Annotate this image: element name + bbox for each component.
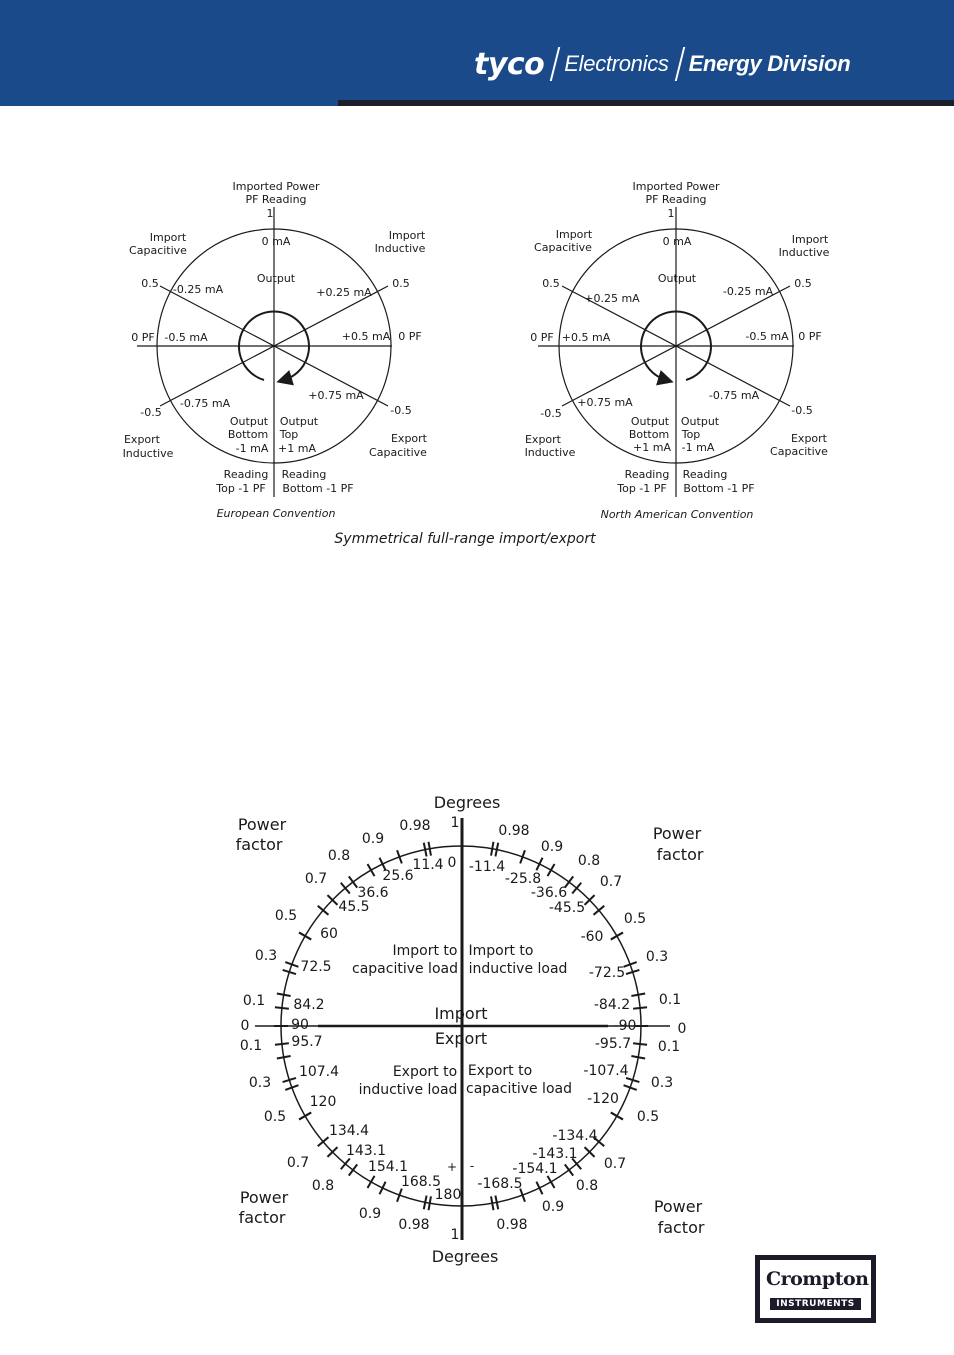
na-import-cap2: Capacitive bbox=[534, 241, 592, 254]
logo-wordmark: Crompton bbox=[766, 1268, 869, 1290]
imp-ind-2: inductive load bbox=[468, 961, 568, 977]
eu-ma-p025: +0.25 mA bbox=[316, 286, 372, 299]
pf-lr-1: Power bbox=[653, 1197, 703, 1216]
pf-label: 0.98 bbox=[498, 823, 530, 839]
na-out-bottom2: Bottom bbox=[628, 428, 670, 441]
deg-label: -143.1 bbox=[532, 1146, 578, 1162]
pf-label: 0.1 bbox=[657, 1039, 681, 1055]
pf-lr-2: factor bbox=[657, 1218, 705, 1237]
exp-ind-1: Export to bbox=[392, 1064, 458, 1080]
eu-ma-p075: +0.75 mA bbox=[308, 389, 364, 402]
eu-title: Imported Power bbox=[232, 180, 320, 193]
pf-label: 0.98 bbox=[398, 1217, 430, 1233]
na-import-ind2: Inductive bbox=[778, 246, 830, 259]
na-output: Output bbox=[657, 272, 697, 285]
deg-label: 168.5 bbox=[400, 1174, 442, 1190]
pf-label: 0.9 bbox=[361, 831, 385, 847]
pf-label: 0.8 bbox=[327, 848, 351, 864]
exp-ind-2: inductive load bbox=[358, 1082, 458, 1098]
deg-label: -45.5 bbox=[548, 900, 586, 916]
deg-label: 107.4 bbox=[298, 1064, 340, 1080]
na-ma-m05: -0.5 mA bbox=[745, 330, 789, 343]
eu-reading-top1: Reading bbox=[223, 468, 269, 481]
degrees-top: Degrees bbox=[433, 793, 501, 812]
na-title: Imported Power bbox=[632, 180, 720, 193]
na-reading-bottom1: Reading bbox=[682, 468, 728, 481]
brand-energy-division: Energy Division bbox=[688, 51, 851, 76]
pf-label: 0.5 bbox=[623, 911, 647, 927]
brand-electronics: Electronics bbox=[564, 51, 669, 76]
pf-label: 0.9 bbox=[358, 1206, 382, 1222]
minus-sign: - bbox=[469, 1159, 475, 1173]
deg-label: -95.7 bbox=[594, 1036, 632, 1052]
logo-band: INSTRUMENTS bbox=[770, 1298, 861, 1310]
pf-label: 0.9 bbox=[541, 1199, 565, 1215]
eu-reading-bottom1: Reading bbox=[281, 468, 327, 481]
na-ma-p05: +0.5 mA bbox=[561, 331, 611, 344]
pf-label: 0.98 bbox=[496, 1217, 528, 1233]
deg-mid-right: -90 bbox=[613, 1018, 637, 1034]
eu-out-bottom3: -1 mA bbox=[235, 442, 269, 455]
pf-ur-2: factor bbox=[656, 845, 704, 864]
na-pfm05-lr: -0.5 bbox=[791, 404, 813, 417]
brand-tyco: tyco bbox=[474, 46, 545, 82]
na-ma-m025: -0.25 mA bbox=[722, 285, 774, 298]
eu-export-cap2: Capacitive bbox=[369, 446, 427, 459]
na-ma-m075: -0.75 mA bbox=[708, 389, 760, 402]
na-pf05-ul: 0.5 bbox=[542, 277, 560, 290]
eu-export-ind2: Inductive bbox=[122, 447, 174, 460]
deg-label: -11.4 bbox=[468, 859, 506, 875]
eu-pfm05-lr: -0.5 bbox=[390, 404, 412, 417]
eu-reading-top2: Top -1 PF bbox=[216, 482, 266, 495]
na-reading-top2: Top -1 PF bbox=[617, 482, 667, 495]
na-pf05-ur: 0.5 bbox=[794, 277, 812, 290]
pf-label: 0.1 bbox=[658, 992, 682, 1008]
pf-ur-1: Power bbox=[652, 824, 702, 843]
na-reading-bottom2: Bottom -1 PF bbox=[683, 482, 755, 495]
na-out-bottom1: Output bbox=[630, 415, 670, 428]
power-factor-dial bbox=[0, 770, 954, 1330]
import-label: Import bbox=[434, 1004, 488, 1023]
eu-zero-ma: 0 mA bbox=[261, 235, 291, 248]
export-label: Export bbox=[434, 1029, 488, 1048]
european-diagram bbox=[123, 180, 428, 520]
deg-label: 0 bbox=[447, 855, 457, 871]
na-0pf-right: 0 PF bbox=[798, 330, 822, 343]
deg-label: 25.6 bbox=[382, 868, 414, 884]
pf-label: 0.8 bbox=[575, 1178, 599, 1194]
deg-label: -84.2 bbox=[593, 997, 631, 1013]
deg-label: 45.5 bbox=[338, 899, 370, 915]
na-out-top3: -1 mA bbox=[681, 441, 715, 454]
eu-out-top2: Top bbox=[279, 428, 299, 441]
eu-ma-m025: -0.25 mA bbox=[172, 283, 224, 296]
na-out-bottom3: +1 mA bbox=[633, 441, 671, 454]
pf-label: 0.9 bbox=[540, 839, 564, 855]
northam-diagram bbox=[525, 180, 830, 521]
eu-export-cap1: Export bbox=[390, 432, 428, 445]
pf-label: 0.8 bbox=[577, 853, 601, 869]
na-title2: PF Reading bbox=[645, 193, 707, 206]
pf-label: 0.3 bbox=[248, 1075, 272, 1091]
na-one: 1 bbox=[667, 207, 675, 220]
imp-cap-2: capacitive load bbox=[352, 961, 458, 977]
pf-label: 0.1 bbox=[239, 1038, 263, 1054]
pf-ul-1: Power bbox=[237, 815, 287, 834]
eu-pf05-ur: 0.5 bbox=[392, 277, 410, 290]
pf-label: 0.98 bbox=[399, 818, 431, 834]
eu-import-cap2: Capacitive bbox=[129, 244, 187, 257]
pf-ll-2: factor bbox=[238, 1208, 286, 1227]
pf-label: 0.8 bbox=[311, 1178, 335, 1194]
na-reading-top1: Reading bbox=[624, 468, 670, 481]
na-import-ind1: Import bbox=[791, 233, 829, 246]
deg-label: -36.6 bbox=[530, 885, 568, 901]
deg-label: -107.4 bbox=[583, 1063, 629, 1079]
eu-export-ind1: Export bbox=[123, 433, 161, 446]
pf-label: 0.3 bbox=[254, 948, 278, 964]
eu-out-top3: +1 mA bbox=[278, 442, 316, 455]
deg-label: -120 bbox=[587, 1091, 619, 1107]
na-zero-ma: 0 mA bbox=[662, 235, 692, 248]
eu-caption: European Convention bbox=[216, 507, 336, 520]
imp-cap-1: Import to bbox=[392, 943, 458, 959]
eu-pfm05-ll: -0.5 bbox=[140, 406, 162, 419]
eu-pf05-ul: 0.5 bbox=[141, 277, 159, 290]
plus-sign: + bbox=[446, 1160, 458, 1174]
deg-label: 143.1 bbox=[345, 1143, 387, 1159]
na-out-top1: Output bbox=[680, 415, 720, 428]
degrees-bottom: Degrees bbox=[431, 1247, 499, 1266]
eu-out-bottom2: Bottom bbox=[227, 428, 269, 441]
imp-ind-1: Import to bbox=[468, 943, 534, 959]
na-caption: North American Convention bbox=[600, 508, 754, 521]
pf-label: 0.3 bbox=[650, 1075, 674, 1091]
deg-label: -25.8 bbox=[504, 871, 542, 887]
deg-label: -168.5 bbox=[477, 1176, 523, 1192]
deg-label: -60 bbox=[580, 929, 604, 945]
deg-label: -154.1 bbox=[512, 1161, 558, 1177]
eu-out-top1: Output bbox=[279, 415, 319, 428]
deg-label: 120 bbox=[309, 1094, 337, 1110]
na-export-ind2: Inductive bbox=[524, 446, 576, 459]
deg-label: 134.4 bbox=[328, 1123, 370, 1139]
pf-label: 0.5 bbox=[636, 1109, 660, 1125]
pf-label: 0.7 bbox=[286, 1155, 310, 1171]
na-export-cap1: Export bbox=[790, 432, 828, 445]
eu-0pf-right: 0 PF bbox=[398, 330, 422, 343]
deg-label: 60 bbox=[320, 926, 338, 942]
eu-0pf-left: 0 PF bbox=[131, 331, 155, 344]
zero-left: 0 bbox=[240, 1018, 250, 1034]
eu-import-ind1: Import bbox=[388, 229, 426, 242]
deg-label: 154.1 bbox=[367, 1159, 409, 1175]
eu-import-cap1: Import bbox=[149, 231, 187, 244]
pf-label: 0.7 bbox=[599, 874, 623, 890]
pf-ll-1: Power bbox=[239, 1188, 289, 1207]
na-0pf-left: 0 PF bbox=[530, 331, 554, 344]
eu-output: Output bbox=[256, 272, 296, 285]
na-import-cap1: Import bbox=[555, 228, 593, 241]
convention-diagrams bbox=[0, 0, 954, 560]
eu-out-bottom1: Output bbox=[229, 415, 269, 428]
deg-mid-left: 90 bbox=[291, 1017, 309, 1033]
deg-label: -134.4 bbox=[552, 1128, 598, 1144]
exp-cap-1: Export to bbox=[467, 1063, 533, 1079]
eu-title2: PF Reading bbox=[245, 193, 307, 206]
pf-label: 0.5 bbox=[263, 1109, 287, 1125]
deg-label: 84.2 bbox=[293, 997, 325, 1013]
pf-label: 0.5 bbox=[274, 908, 298, 924]
deg-label: -72.5 bbox=[588, 965, 626, 981]
one-bottom: 1 bbox=[450, 1227, 460, 1243]
na-ma-p025: +0.25 mA bbox=[584, 292, 640, 305]
pf-label: 0.3 bbox=[645, 949, 669, 965]
deg-label: 36.6 bbox=[357, 885, 389, 901]
deg-label: 72.5 bbox=[300, 959, 332, 975]
eu-reading-bottom2: Bottom -1 PF bbox=[282, 482, 354, 495]
pf-label: 0.7 bbox=[304, 871, 328, 887]
na-pfm05-ll: -0.5 bbox=[540, 407, 562, 420]
pf-label: 0.7 bbox=[603, 1156, 627, 1172]
one-top: 1 bbox=[450, 815, 460, 831]
crompton-logo bbox=[755, 1255, 876, 1323]
na-ma-p075: +0.75 mA bbox=[577, 396, 633, 409]
eu-one: 1 bbox=[266, 207, 274, 220]
pf-label: 0.1 bbox=[242, 993, 266, 1009]
deg-label: 95.7 bbox=[291, 1034, 323, 1050]
na-export-cap2: Capacitive bbox=[770, 445, 828, 458]
pf-ul-2: factor bbox=[235, 835, 283, 854]
eu-ma-m075: -0.75 mA bbox=[179, 397, 231, 410]
na-out-top2: Top bbox=[681, 428, 701, 441]
exp-cap-2: capacitive load bbox=[466, 1081, 572, 1097]
eu-ma-m05: -0.5 mA bbox=[164, 331, 208, 344]
deg-label: 180 bbox=[434, 1187, 462, 1203]
zero-right: 0 bbox=[677, 1021, 687, 1037]
na-export-ind1: Export bbox=[524, 433, 562, 446]
subtitle: Symmetrical full-range import/export bbox=[334, 531, 596, 547]
eu-import-ind2: Inductive bbox=[374, 242, 426, 255]
deg-label: 11.4 bbox=[412, 857, 444, 873]
eu-ma-p05: +0.5 mA bbox=[341, 330, 391, 343]
